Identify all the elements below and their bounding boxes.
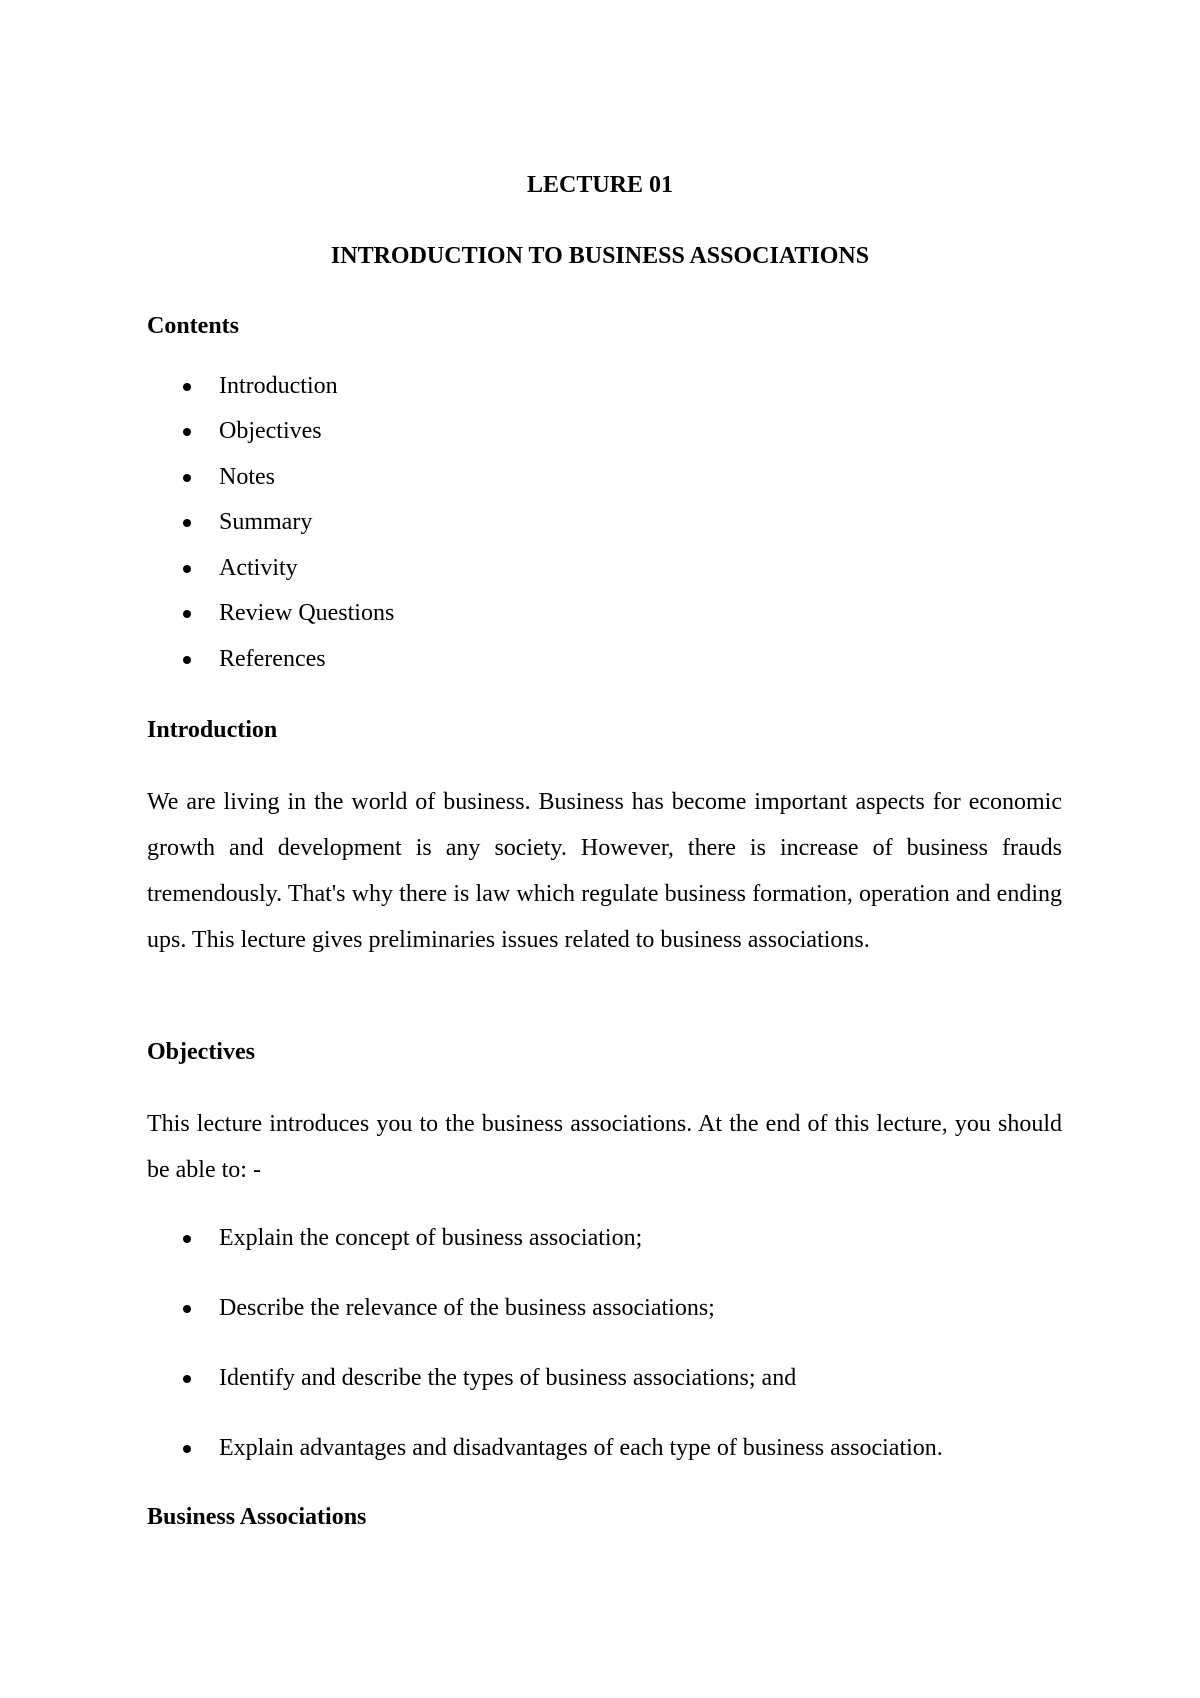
- list-item-label: Review Questions: [219, 600, 395, 626]
- business-associations-heading: Business Associations: [147, 1504, 367, 1530]
- bullet-icon: [183, 1375, 191, 1383]
- page-title: INTRODUCTION TO BUSINESS ASSOCIATIONS: [330, 243, 870, 269]
- bullet-icon: [183, 474, 191, 482]
- bullet-icon: [183, 1305, 191, 1313]
- list-item: [0, 598, 1200, 628]
- list-item-label: Summary: [219, 509, 313, 535]
- list-item: [0, 416, 1200, 446]
- list-item: [0, 371, 1200, 401]
- objectives-paragraph: This lecture introduces you to the business associations. At the end of this lecture, you should be able to: -: [147, 1111, 1062, 1183]
- lecture-label: LECTURE 01: [526, 172, 674, 198]
- list-item: [0, 1223, 1200, 1253]
- list-item-label: Activity: [219, 555, 298, 581]
- list-item-label: Identify and describe the types of business associations; and: [219, 1365, 797, 1391]
- list-item-label: Describe the relevance of the business associations;: [219, 1295, 715, 1321]
- bullet-icon: [183, 610, 191, 618]
- list-item: [0, 462, 1200, 492]
- list-item: [0, 1433, 1200, 1463]
- bullet-icon: [183, 656, 191, 664]
- list-item: [0, 644, 1200, 674]
- list-item-label: References: [219, 646, 326, 672]
- bullet-icon: [183, 1445, 191, 1453]
- list-item: [0, 1363, 1200, 1393]
- list-item-label: Notes: [219, 464, 275, 490]
- list-item-label: Explain advantages and disadvantages of each type of business association.: [219, 1435, 943, 1461]
- list-item-label: Objectives: [219, 418, 322, 444]
- list-item: [0, 1293, 1200, 1323]
- list-item-label: Introduction: [219, 373, 338, 399]
- introduction-heading: Introduction: [147, 717, 278, 743]
- bullet-icon: [183, 383, 191, 391]
- bullet-icon: [183, 428, 191, 436]
- introduction-paragraph: We are living in the world of business. Business has become important aspects for economic growth and development is any society. However, there is increase of business frauds tremendously. That's why there is law which regulate business formation, operation and ending ups. This lecture gives preliminaries issues related to business associations.: [147, 789, 1062, 953]
- contents-heading: Contents: [147, 313, 240, 339]
- list-item: [0, 507, 1200, 537]
- objectives-heading: Objectives: [147, 1039, 255, 1065]
- bullet-icon: [183, 565, 191, 573]
- list-item-label: Explain the concept of business association;: [219, 1225, 643, 1251]
- list-item: [0, 553, 1200, 583]
- bullet-icon: [183, 1235, 191, 1243]
- bullet-icon: [183, 519, 191, 527]
